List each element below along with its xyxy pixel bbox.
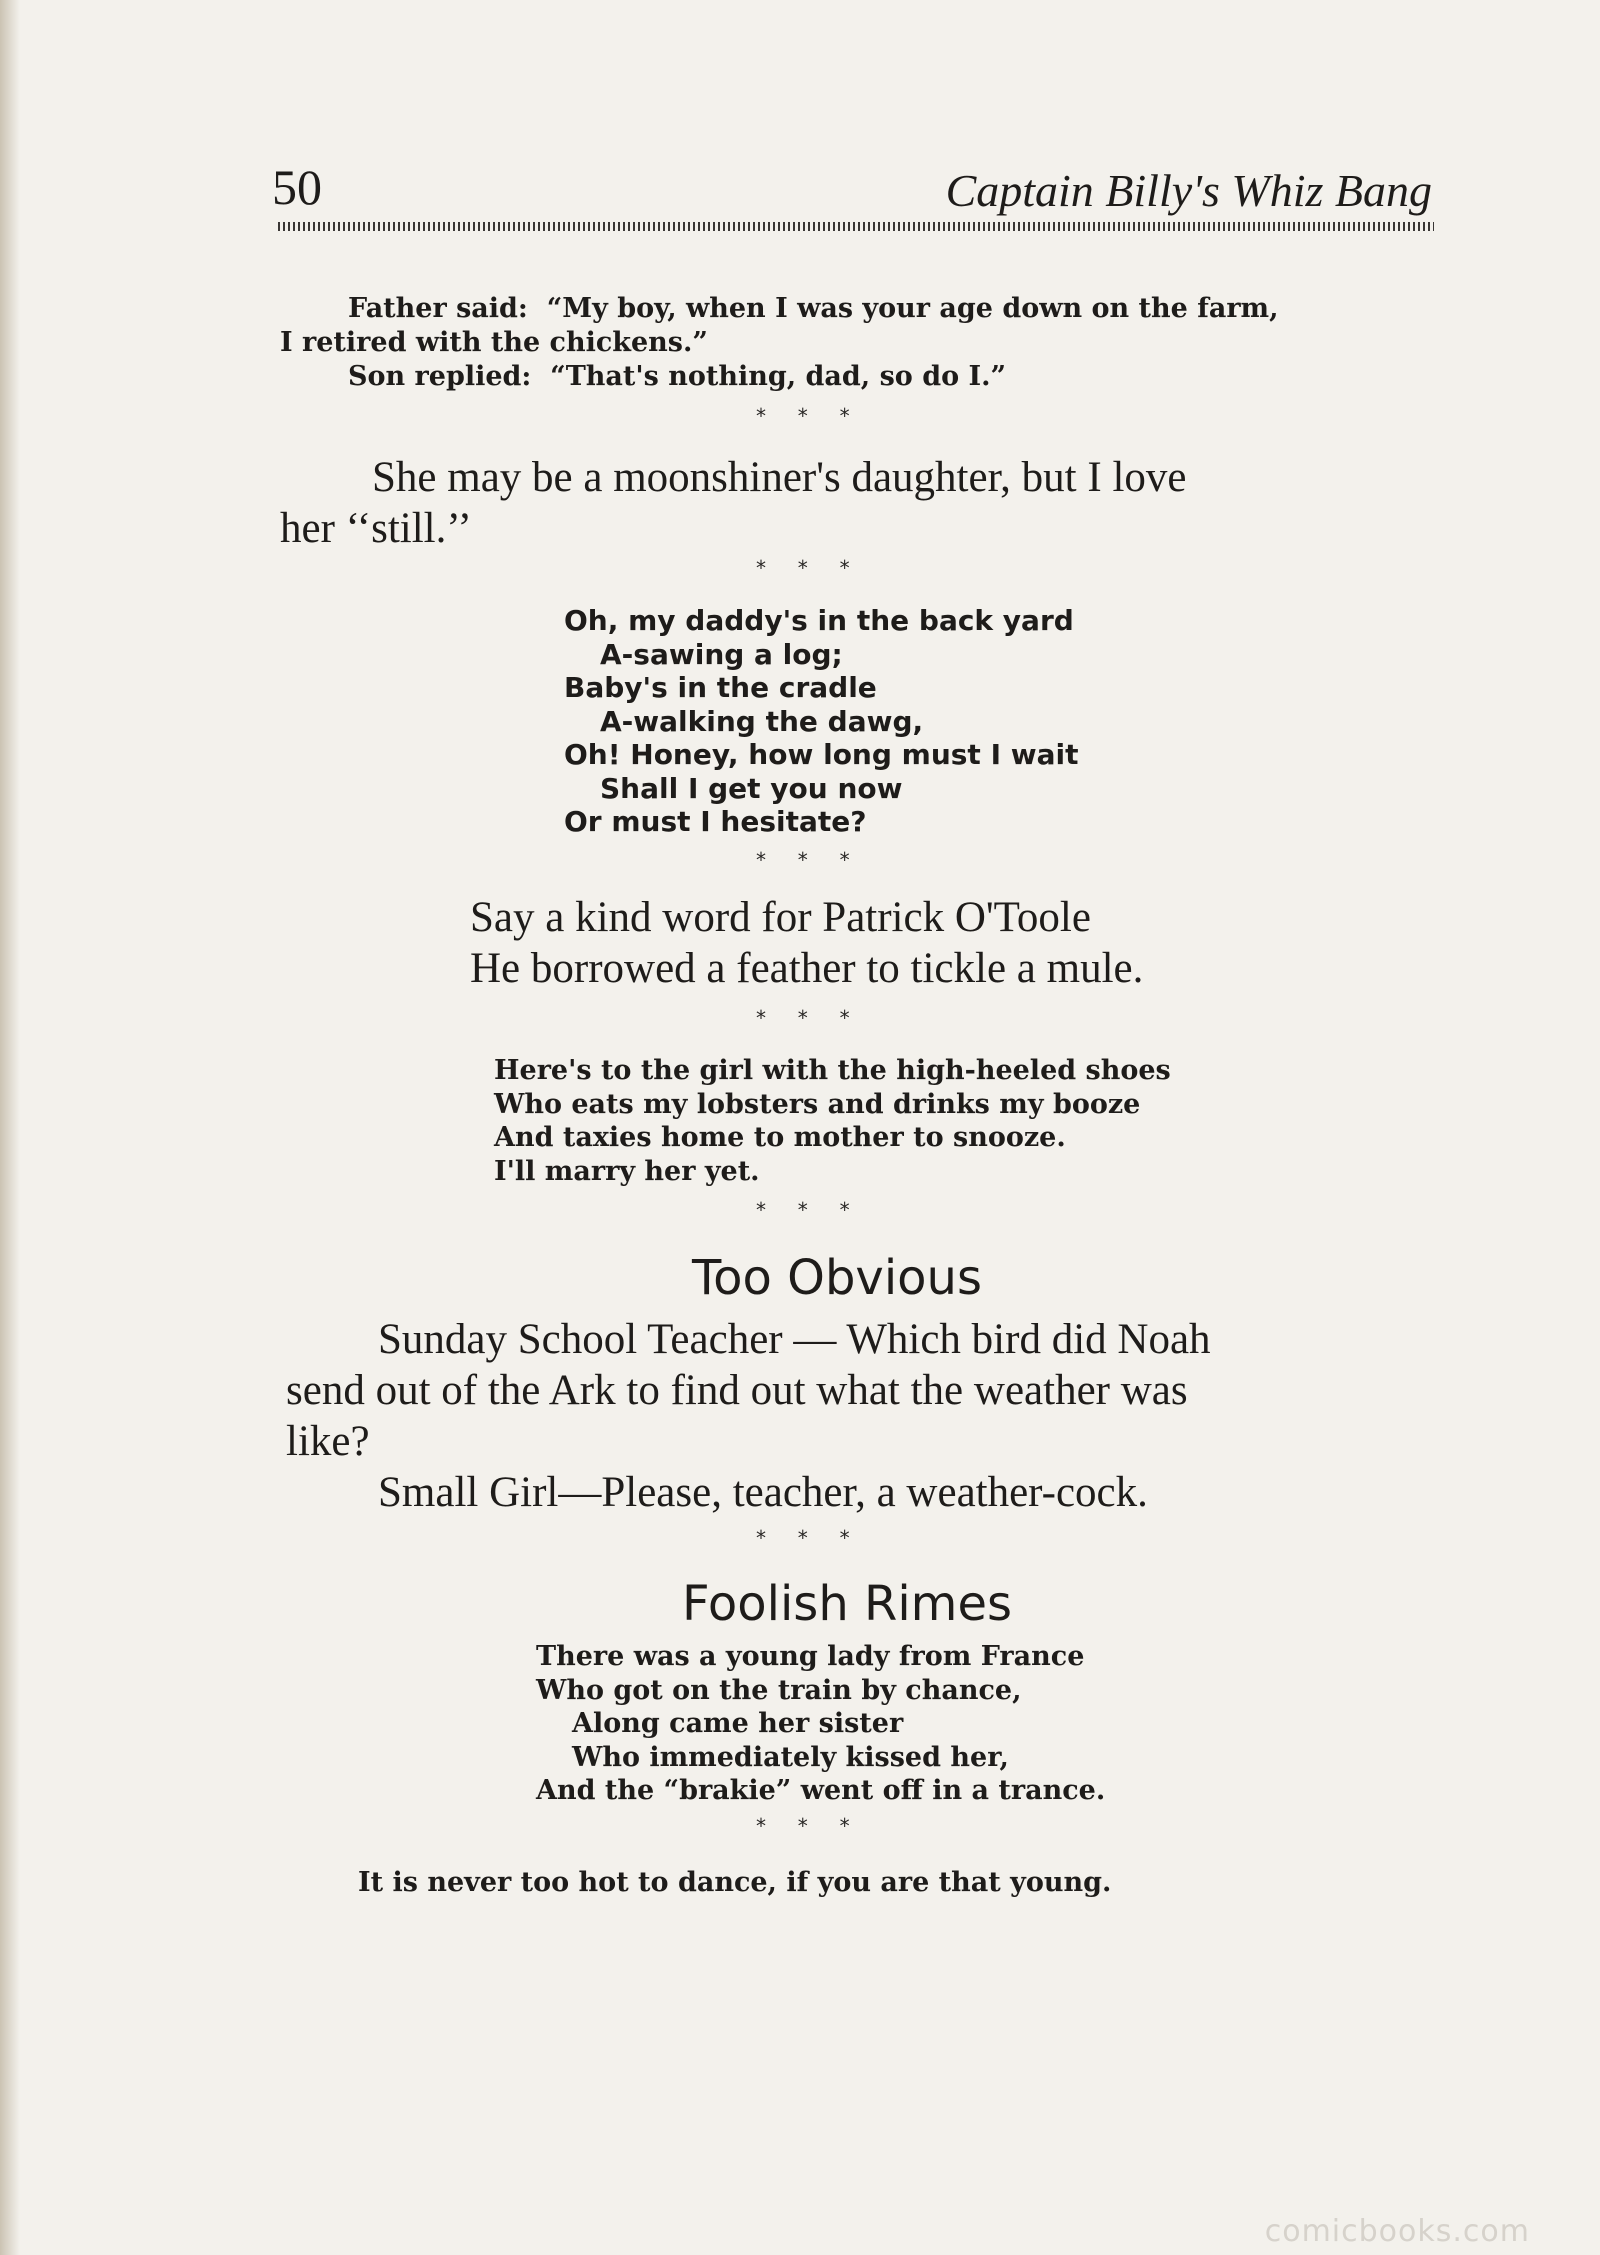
header-rule <box>278 222 1434 231</box>
toast-high-heeled <box>494 1054 1171 1188</box>
joke-moonshiner <box>280 452 1186 554</box>
separator-stars: * * * <box>756 848 850 872</box>
joke-line: Small Girl—Please, teacher, a weather-cock. <box>378 1469 1148 1516</box>
joke-too-obvious <box>286 1314 1436 1518</box>
poem-line: A-walking the dawg, <box>600 704 924 738</box>
closing-line: It is never too hot to dance, if you are that young. <box>358 1867 1112 1898</box>
poem-foolish-rimes <box>536 1640 1105 1808</box>
joke-father-son <box>280 292 1279 394</box>
joke-line: Father said: “My boy, when I was your age down on the farm, <box>348 293 1279 324</box>
joke-line: She may be a moonshiner's daughter, but I love <box>372 454 1187 501</box>
poem-hesitate <box>564 604 1078 839</box>
joke-line: Son replied: “That's nothing, dad, so do I.” <box>348 361 1007 392</box>
toast-line: I'll marry her yet. <box>494 1155 760 1187</box>
separator-stars: * * * <box>756 556 850 580</box>
separator-stars: * * * <box>756 1198 850 1222</box>
couplet-line: He borrowed a feather to tickle a mule. <box>470 945 1144 992</box>
poem-line: Oh! Honey, how long must I wait <box>564 738 1079 771</box>
couplet-patrick <box>470 892 1143 994</box>
poem-line: Who immediately kissed her, <box>572 1741 1009 1773</box>
toast-line: And taxies home to mother to snooze. <box>494 1122 1066 1153</box>
page-binding-shadow <box>0 0 20 2255</box>
separator-stars: * * * <box>756 1814 850 1838</box>
separator-stars: * * * <box>756 1526 850 1550</box>
poem-line: And the “brakie” went off in a trance. <box>536 1775 1106 1806</box>
poem-line: There was a young lady from France <box>536 1641 1085 1672</box>
poem-line: Shall I get you now <box>600 771 903 805</box>
poem-line: A-sawing a log; <box>600 637 843 671</box>
poem-line: Baby's in the cradle <box>564 671 877 704</box>
toast-line: Who eats my lobsters and drinks my booze <box>494 1088 1141 1120</box>
poem-line: Or must I hesitate? <box>564 805 867 838</box>
joke-line: I retired with the chickens.” <box>280 327 708 358</box>
toast-line: Here's to the girl with the high-heeled shoes <box>494 1055 1171 1086</box>
joke-line: Sunday School Teacher — Which bird did Noah <box>378 1316 1211 1363</box>
joke-line: her ‘‘still.’’ <box>280 505 472 552</box>
couplet-line: Say a kind word for Patrick O'Toole <box>470 894 1091 941</box>
poem-line: Oh, my daddy's in the back yard <box>564 604 1074 637</box>
separator-stars: * * * <box>756 404 850 428</box>
heading-foolish-rimes: Foolish Rimes <box>682 1576 1012 1632</box>
separator-stars: * * * <box>756 1006 850 1030</box>
poem-line: Along came her sister <box>572 1708 904 1739</box>
heading-too-obvious: Too Obvious <box>692 1250 982 1306</box>
page-number: 50 <box>272 159 322 215</box>
poem-line: Who got on the train by chance, <box>536 1674 1022 1706</box>
joke-line: send out of the Ark to find out what the weather was <box>286 1367 1188 1414</box>
magazine-title: Captain Billy's Whiz Bang <box>945 165 1432 216</box>
joke-line: like? <box>286 1418 370 1465</box>
watermark: comicbooks.com <box>1264 2214 1530 2249</box>
